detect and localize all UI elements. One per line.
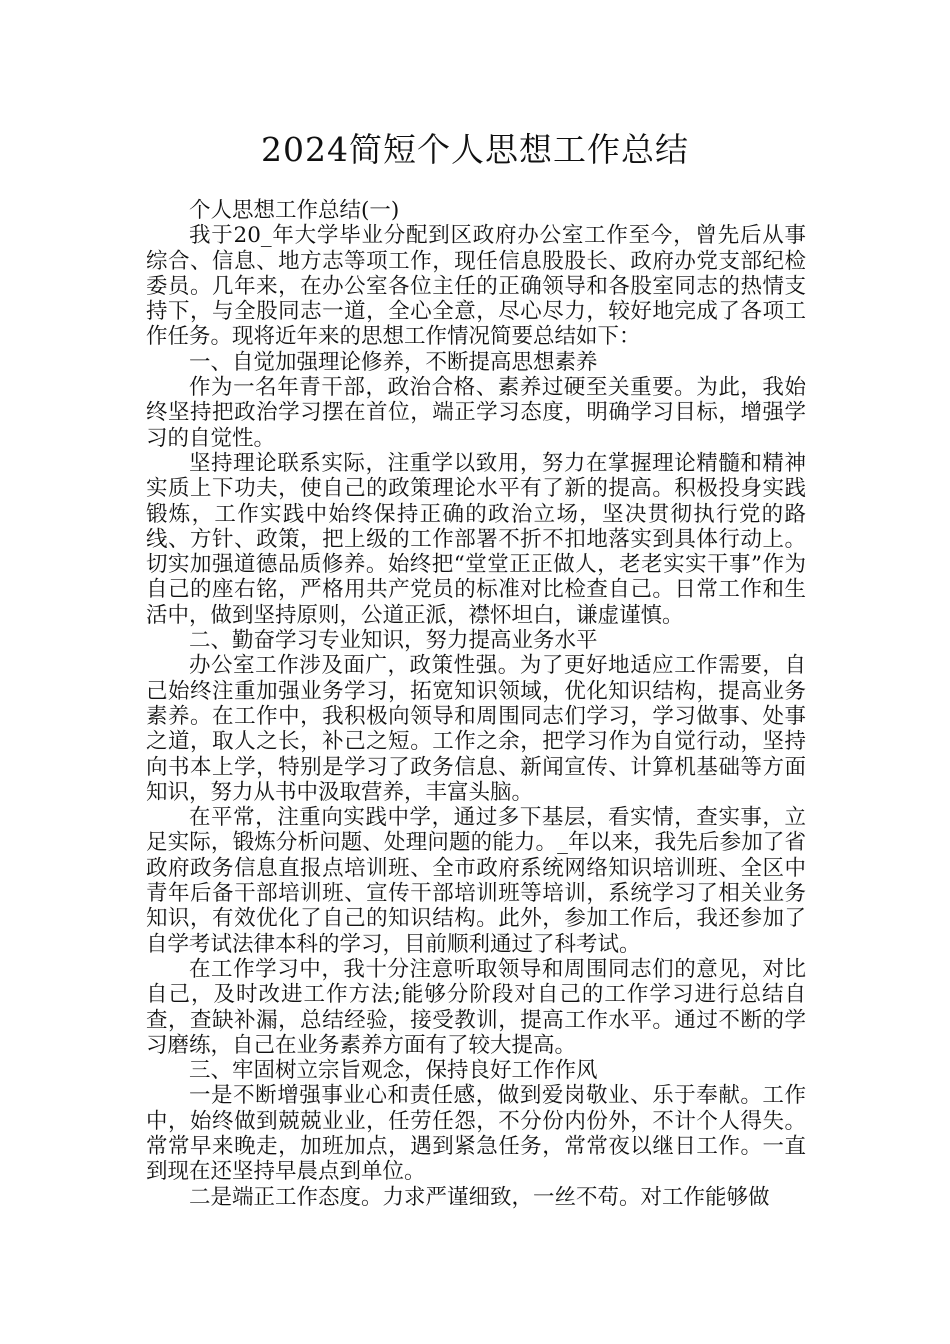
paragraph: 在平常，注重向实践中学，通过多下基层，看实情，查实事，立足实际，锻炼分析问题、处理问题的能力。_年以来，我先后参加了省政府政务信息直报点培训班、全市政府系统网络知识培训班、全区中青年后备干部培训班、宣传干部培训班等培训，系统学习了相关业务知识，有效优化了自己的知识结构。此外，参加工作后，我还参加了自学考试法律本科的学习，目前顺利通过了科考试。	[146, 805, 806, 957]
paragraph: 办公室工作涉及面广，政策性强。为了更好地适应工作需要，自己始终注重加强业务学习，拓宽知识领域，优化知识结构，提高业务素养。在工作中，我积极向领导和周围同志们学习，学习做事、处事之道，取人之长，补己之短。工作之余，把学习作为自觉行动，坚持向书本上学，特别是学习了政务信息、新闻宣传、计算机基础等方面知识，努力从书中汲取营养，丰富头脑。	[146, 653, 806, 805]
paragraph-introduction: 我于20_年大学毕业分配到区政府办公室工作至今，曾先后从事综合、信息、地方志等项工作，现任信息股股长、政府办党支部纪检委员。几年来，在办公室各位主任的正确领导和各股室同志的热情支持下，与全股同志一道，全心全意，尽心尽力，较好地完成了各项工作任务。现将近年来的思想工作情况简要总结如下：	[146, 223, 806, 350]
paragraph: 一是不断增强事业心和责任感，做到爱岗敬业、乐于奉献。工作中，始终做到兢兢业业，任劳任怨，不分份内份外，不计个人得失。常常早来晚走，加班加点，遇到紧急任务，常常夜以继日工作。一直到现在还坚持早晨点到单位。	[146, 1083, 806, 1185]
paragraph: 坚持理论联系实际，注重学以致用，努力在掌握理论精髓和精神实质上下功夫，使自己的政策理论水平有了新的提高。积极投身实践锻炼，工作实践中始终保持正确的政治立场，坚决贯彻执行党的路线、方针、政策，把上级的工作部署不折不扣地落实到具体行动上。切实加强道德品质修养。始终把“堂堂正正做人，老老实实干事”作为自己的座右铭，严格用共产党员的标准对比检查自己。日常工作和生活中，做到坚持原则，公道正派，襟怀坦白，谦虚谨慎。	[146, 450, 806, 628]
section-heading-study: 二、勤奋学习专业知识，努力提高业务水平	[189, 628, 598, 654]
document-body	[146, 198, 806, 1210]
document-title: 2024简短个人思想工作总结	[261, 130, 689, 169]
section-heading-theory: 一、自觉加强理论修养，不断提高思想素养	[189, 349, 598, 375]
paragraph: 作为一名年青干部，政治合格、素养过硬至关重要。为此，我始终坚持把政治学习摆在首位，端正学习态度，明确学习目标，增强学习的自觉性。	[146, 375, 806, 451]
section-heading-style: 三、牢固树立宗旨观念，保持良好工作作风	[189, 1058, 598, 1084]
paragraph-truncated: 二是端正工作态度。力求严谨细致，一丝不苟。对工作能够做	[189, 1184, 770, 1210]
section-heading-part-one: 个人思想工作总结(一)	[189, 198, 400, 223]
paragraph: 在工作学习中，我十分注意听取领导和周围同志们的意见，对比自己，及时改进工作方法;能够分阶段对自己的工作学习进行总结自查，查缺补漏，总结经验，接受教训，提高工作水平。通过不断的学习磨练，自己在业务素养方面有了较大提高。	[146, 956, 806, 1058]
